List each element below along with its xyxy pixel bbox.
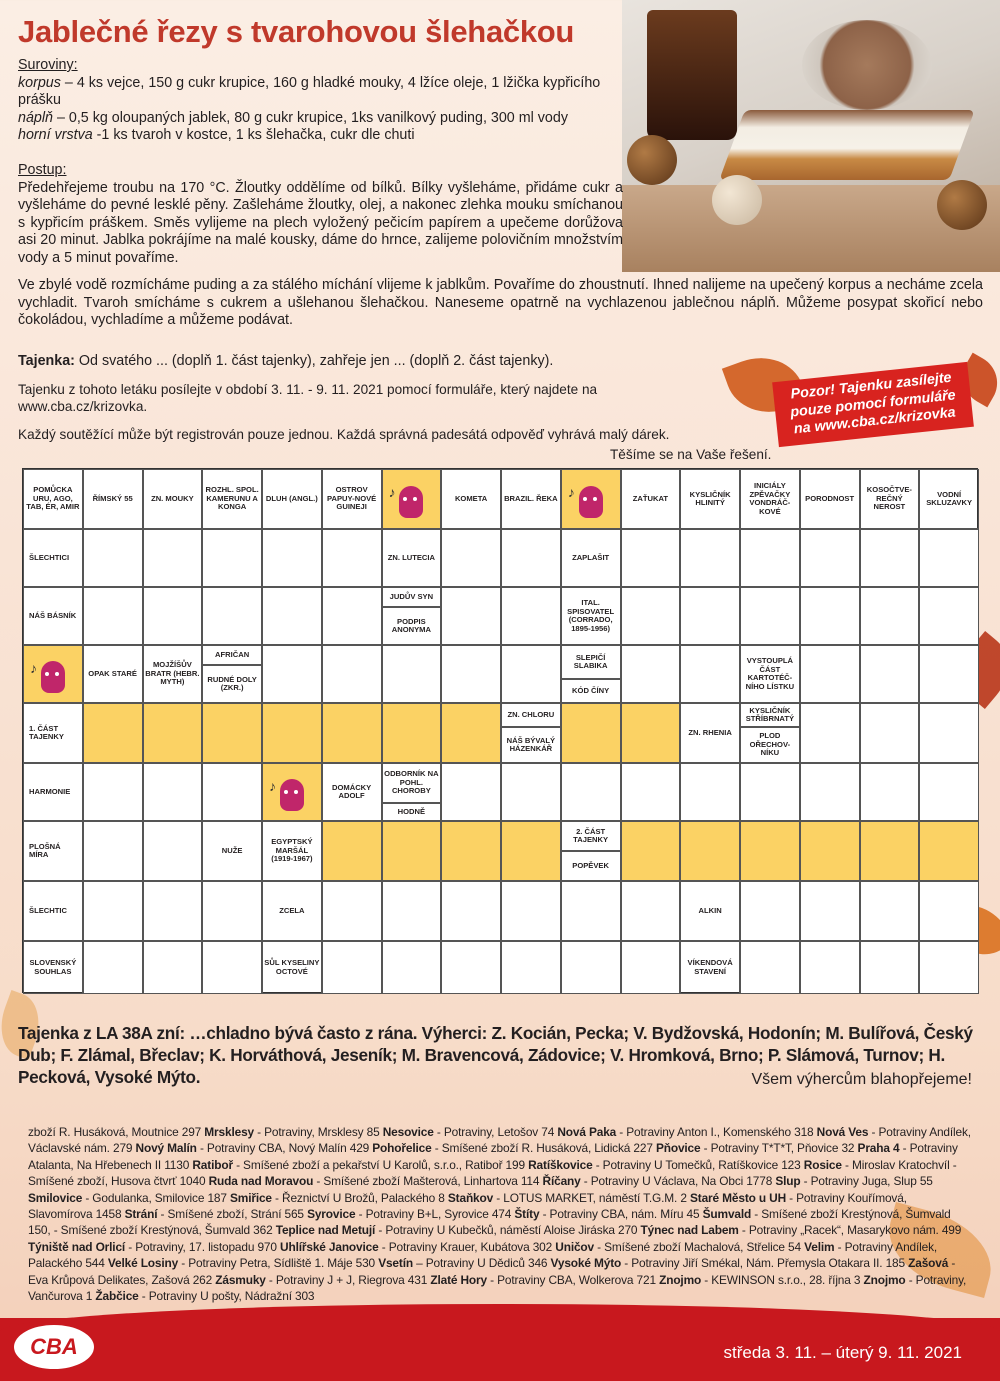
answer-cell[interactable] <box>501 763 561 821</box>
answer-cell[interactable] <box>800 645 860 703</box>
store-text: - Potraviny, Letošov 74 <box>433 1125 558 1139</box>
crossword-clue: DOMÁCKY ADOLF <box>322 763 382 821</box>
crossword-clue: DLUH (ANGL.) <box>262 469 322 529</box>
answer-cell[interactable] <box>740 881 800 941</box>
store-text: zboží R. Husáková, Moutnice 297 <box>28 1125 205 1139</box>
tajenka-instruction: Tajenka: Od svatého ... (doplň 1. část tajenky), zahřeje jen ... (doplň 2. část tajenky). <box>18 353 554 369</box>
tajenka-answer-cell[interactable] <box>800 821 860 881</box>
answer-cell[interactable] <box>561 763 621 821</box>
crossword-clue: SLOVENSKÝ SOUHLAS <box>23 941 83 994</box>
cba-logo: CBA <box>14 1325 94 1369</box>
store-text: - Potraviny J + J, Riegrova 431 <box>265 1272 431 1287</box>
answer-cell[interactable] <box>501 587 561 645</box>
store-town: Pňovice <box>655 1141 701 1156</box>
method-paragraph-2: Ve zbylé vodě rozmícháme puding a za stálého míchání vlijeme k jablkům. Povaříme do zhoustnutí. Ihned nalijeme na upečený korpus a necháme zcela vychladit. Tvaroh smícháme s cukrem a ušlehanou šlehačkou. Naneseme opatrně na vychlazenou jablečnou náplň. Můžeme posypat skořicí nebo čokoládou, vychladíme a můžeme podávat. <box>18 277 983 329</box>
crossword-clue: HARMONIE <box>23 763 83 821</box>
answer-cell[interactable] <box>441 587 501 645</box>
answer-cell[interactable] <box>322 529 382 587</box>
store-town: Smiřice <box>229 1190 272 1205</box>
store-town: Velim <box>804 1239 835 1254</box>
store-text: - Potraviny CBA, Wolkerova 721 <box>487 1272 660 1287</box>
answer-cell[interactable] <box>501 881 561 941</box>
answer-cell[interactable] <box>919 763 979 821</box>
answer-cell[interactable] <box>441 941 501 994</box>
owl-mascot-icon: ♪ <box>23 645 83 703</box>
answer-cell[interactable] <box>680 763 740 821</box>
crossword-clue: INICIÁLY ZPĚVAČKY VONDRÁČ-KOVÉ <box>740 469 800 529</box>
answer-cell[interactable] <box>800 703 860 763</box>
answer-cell[interactable] <box>382 941 442 994</box>
tajenka-answer-cell[interactable] <box>621 821 681 881</box>
store-town: Velké Losiny <box>107 1256 179 1271</box>
store-text: - Potraviny, Mrsklesy 85 <box>254 1125 383 1139</box>
answer-cell[interactable] <box>919 941 979 994</box>
answer-cell[interactable] <box>202 881 262 941</box>
answer-cell[interactable] <box>143 941 203 994</box>
answer-cell[interactable] <box>621 941 681 994</box>
tajenka-answer-cell[interactable] <box>441 703 501 763</box>
tajenka-answer-cell[interactable] <box>621 703 681 763</box>
answer-cell[interactable] <box>919 881 979 941</box>
tajenka-answer-cell[interactable] <box>382 703 442 763</box>
store-text: - Smíšené zboží R. Husáková, Lidická 227 <box>431 1141 656 1156</box>
answer-cell[interactable] <box>382 645 442 703</box>
store-text: - Potraviny B+L, Syrovice 474 <box>355 1207 515 1222</box>
answer-cell[interactable] <box>143 529 203 587</box>
tajenka-answer-cell[interactable] <box>860 821 920 881</box>
answer-cell[interactable] <box>919 703 979 763</box>
tajenka-answer-cell[interactable] <box>919 821 979 881</box>
store-text: - Potraviny Kouřímová, Slavomírova 1458 <box>28 1190 907 1222</box>
answer-cell[interactable] <box>800 941 860 994</box>
answer-cell[interactable] <box>800 763 860 821</box>
answer-cell[interactable] <box>322 881 382 941</box>
crossword-clue: VODNÍ SKLUZAVKY <box>919 469 979 529</box>
crossword-clue: HODNĚ <box>382 803 442 821</box>
tajenka-answer-cell[interactable] <box>740 821 800 881</box>
method-heading: Postup: <box>18 162 67 178</box>
store-town: Staré Město u UH <box>689 1190 787 1205</box>
crossword-clue: MOJŽÍŠŮV BRATR (HEBR. MYTH) <box>143 645 203 703</box>
store-town: Štíty <box>514 1207 540 1222</box>
answer-cell[interactable] <box>441 529 501 587</box>
answer-cell[interactable] <box>919 529 979 587</box>
store-text: - Eva Krůpová Delikates, Zašová 262 <box>28 1256 956 1287</box>
answer-cell[interactable] <box>322 587 382 645</box>
cake-photo <box>622 0 1000 272</box>
store-town: Žabčice <box>95 1289 139 1304</box>
answer-cell[interactable] <box>860 941 920 994</box>
crossword-clue: KYSLIČNÍK STŘÍBRNATÝ <box>740 703 800 727</box>
answer-cell[interactable] <box>382 881 442 941</box>
recipe-title: Jablečné řezy s tvarohovou šlehačkou <box>18 14 575 49</box>
validity-date: středa 3. 11. – úterý 9. 11. 2021 <box>723 1343 962 1362</box>
crossword-grid <box>22 468 978 993</box>
method <box>18 162 623 268</box>
crossword-clue: ZN. MOUKY <box>143 469 203 529</box>
answer-cell[interactable] <box>322 645 382 703</box>
store-town: Říčany <box>542 1174 581 1189</box>
answer-cell[interactable] <box>860 703 920 763</box>
store-town: Týnec nad Labem <box>640 1223 739 1238</box>
owl-mascot-icon: ♪ <box>382 469 442 529</box>
store-town: Vsetín <box>378 1256 413 1271</box>
tajenka-answer-cell[interactable] <box>202 703 262 763</box>
crossword-clue: AFRIČAN <box>202 645 262 665</box>
tajenka-answer-cell[interactable] <box>262 703 322 763</box>
store-text: - Potraviny Juga, Slup 55 <box>800 1174 933 1189</box>
answer-cell[interactable] <box>441 881 501 941</box>
answer-cell[interactable] <box>202 587 262 645</box>
store-text: - Potraviny Andílek, Palackého 544 <box>28 1239 938 1271</box>
crossword-clue: ZAŤUKAT <box>621 469 681 529</box>
store-text: – Potraviny U Dědiců 346 <box>412 1256 551 1271</box>
store-text: - Potraviny CBA, Nový Malín 429 <box>196 1141 373 1156</box>
answer-cell[interactable] <box>919 645 979 703</box>
store-town: Slup <box>775 1174 801 1189</box>
warning-stamp: Pozor! Tajenku zasílejte pouze pomocí formuláře na www.cba.cz/krizovka <box>772 362 974 447</box>
crossword-clue: BRAZIL. ŘEKA <box>501 469 561 529</box>
store-text: - Potraviny T*T*T, Pňovice 32 <box>700 1141 858 1156</box>
answer-cell[interactable] <box>740 529 800 587</box>
store-town: Zašová <box>908 1256 949 1271</box>
answer-cell[interactable] <box>860 645 920 703</box>
crossword-clue: ZN. LUTECIA <box>382 529 442 587</box>
tajenka-answer-cell[interactable] <box>322 821 382 881</box>
answer-cell[interactable] <box>143 821 203 881</box>
store-text: - Potraviny U pošty, Nádražní 303 <box>138 1289 315 1304</box>
store-text: - Smíšené zboží a pekařství U Karolů, s.r.o., Ratiboř 199 <box>232 1157 529 1172</box>
answer-cell[interactable] <box>501 941 561 994</box>
store-town: Znojmo <box>659 1272 702 1287</box>
ingredient-vrstva: horní vrstva -1 ks tvaroh v kostce, 1 ks šlehačka, cukr dle chuti <box>18 127 415 144</box>
crossword-clue: VYSTOUPLÁ ČÁST KARTOTÉČ-NÍHO LÍSTKU <box>740 645 800 703</box>
store-text: - Smíšené zboží Machalová, Střelice 54 <box>594 1239 805 1254</box>
store-text: - Potraviny Anton I., Komenského 318 <box>616 1125 817 1139</box>
store-town: Uhlířské Janovice <box>280 1239 379 1254</box>
store-town: Teplice nad Metují <box>275 1223 376 1238</box>
store-town: Ratiboř <box>192 1157 233 1172</box>
crossword-clue: ODBORNÍK NA POHL. CHOROBY <box>382 763 442 803</box>
store-town: Smilovice <box>28 1190 83 1205</box>
crossword-clue: ITAL. SPISOVATEL (CORRADO, 1895-1956) <box>561 587 621 645</box>
store-town: Pohořelice <box>372 1141 432 1156</box>
ingredient-napln: náplň – 0,5 kg oloupaných jablek, 80 g cukr krupice, 1ks vanilkový puding, 300 ml vody <box>18 109 568 126</box>
answer-cell[interactable] <box>800 587 860 645</box>
store-town: Zlaté Hory <box>430 1272 487 1287</box>
answer-cell[interactable] <box>202 763 262 821</box>
send-info: Tajenku z tohoto letáku posílejte v období 3. 11. - 9. 11. 2021 pomocí formuláře, který najdete na www.cba.cz/krizovka. <box>18 382 598 414</box>
answer-cell[interactable] <box>322 941 382 994</box>
crossword-clue: ZN. RHENIA <box>680 703 740 763</box>
answer-cell[interactable] <box>143 881 203 941</box>
store-town: Mrsklesy <box>204 1125 254 1139</box>
store-town: Znojmo <box>863 1272 906 1287</box>
answer-cell[interactable] <box>621 763 681 821</box>
answer-cell[interactable] <box>202 941 262 994</box>
store-text: - Smíšené zboží Mašterová, Linhartova 114 <box>313 1174 543 1189</box>
answer-cell[interactable] <box>83 529 143 587</box>
store-text: - KEWINSON s.r.o., 28. října 3 <box>701 1272 864 1287</box>
store-text: - Potraviny U Václava, Na Obci 1778 <box>580 1174 776 1189</box>
store-town: Staňkov <box>447 1190 494 1205</box>
crossword-clue: ŠLECHTIC <box>23 881 83 941</box>
answer-cell[interactable] <box>83 821 143 881</box>
store-town: Rosice <box>803 1157 842 1172</box>
crossword-clue: OPAK STARÉ <box>83 645 143 703</box>
answer-cell[interactable] <box>680 645 740 703</box>
crossword-clue: RUDNÉ DOLY (ZKR.) <box>202 665 262 703</box>
crossword-clue: ZCELA <box>262 881 322 941</box>
crossword-clue: NÁŠ BÝVALÝ HÁZENKÁŘ <box>501 727 561 763</box>
answer-cell[interactable] <box>262 587 322 645</box>
crossword-clue: NUŽE <box>202 821 262 881</box>
answer-cell[interactable] <box>561 941 621 994</box>
store-text: - Smíšené zboží Krestýnová, Šumvald 150, - Smíšené zboží Krestýnová, Šumvald 362 <box>28 1207 951 1238</box>
answer-cell[interactable] <box>740 941 800 994</box>
answer-cell[interactable] <box>262 645 322 703</box>
answer-cell[interactable] <box>501 645 561 703</box>
store-list <box>28 1124 974 1304</box>
store-text: - Potraviny CBA, nám. Míru 45 <box>539 1207 703 1222</box>
answer-cell[interactable] <box>83 881 143 941</box>
store-town: Nesovice <box>382 1125 434 1139</box>
crossword-clue: KÓD ČÍNY <box>561 679 621 703</box>
crossword-clue: JUDŮV SYN <box>382 587 442 607</box>
store-town: Syrovice <box>307 1207 356 1222</box>
crossword-clue: SLEPIČÍ SLABIKA <box>561 645 621 679</box>
crossword-clue: ŘÍMSKÝ 55 <box>83 469 143 529</box>
owl-mascot-icon: ♪ <box>561 469 621 529</box>
store-text: - Potraviny Krauer, Kubátova 302 <box>378 1239 556 1254</box>
answer-cell[interactable] <box>561 881 621 941</box>
answer-cell[interactable] <box>860 587 920 645</box>
store-text: - Řeznictví U Brožů, Palackého 8 <box>271 1190 448 1205</box>
tajenka-answer-cell[interactable] <box>322 703 382 763</box>
store-town: Šumvald <box>702 1207 752 1222</box>
tajenka-answer-cell[interactable] <box>680 821 740 881</box>
store-town: Týniště nad Orlicí <box>28 1239 126 1254</box>
tajenka-answer-cell[interactable] <box>501 821 561 881</box>
answer-cell[interactable] <box>83 587 143 645</box>
store-town: Zásmuky <box>215 1272 266 1287</box>
store-text: - Potraviny, Vančurova 1 <box>28 1272 967 1304</box>
rules: Každý soutěžící může být registrován pouze jednou. Každá správná padesátá odpověď vyhrává malý dárek. <box>18 427 670 442</box>
store-text: - Potraviny Andílek, Václavské nám. 279 <box>28 1125 971 1156</box>
crossword-clue: 2. ČÁST TAJENKY <box>561 821 621 851</box>
store-text: - Smíšené zboží, Strání 565 <box>157 1207 308 1222</box>
answer-cell[interactable] <box>143 763 203 821</box>
store-town: Ratíškovice <box>528 1157 593 1172</box>
store-town: Ruda nad Moravou <box>208 1174 314 1189</box>
answer-cell[interactable] <box>621 529 681 587</box>
looking-forward: Těšíme se na Vaše řešení. <box>610 447 772 462</box>
store-text: - Miroslav Kratochvíl - Smíšené zboží, Husova čtvrť 1040 <box>28 1157 957 1189</box>
answer-cell[interactable] <box>919 587 979 645</box>
crossword-clue: ZAPLAŠIT <box>561 529 621 587</box>
tajenka-answer-cell[interactable] <box>561 703 621 763</box>
method-paragraph-1: Předehřejeme troubu na 170 °C. Žloutky oddělíme od bílků. Bílky vyšleháme, přidáme cukr a vyšleháme do pevné lesklé pěny. Zašleháme žloutky, olej, a nakonec zlehka mouku smíchanou s kypřicím práškem. Směs vylijeme na plech vyložený pečicím papírem a upečeme dorůžova asi 20 minut. Jablka pokrájíme na malé kousky, dáme do hrnce, zalijeme polovičním množstvím vody a 5 minut povaříme. <box>18 179 623 266</box>
owl-mascot-icon: ♪ <box>262 763 322 821</box>
ingredient-korpus: korpus – 4 ks vejce, 150 g cukr krupice, 160 g hladké mouky, 4 lžíce oleje, 1 lžička kypřicího prášku <box>18 74 601 109</box>
answer-cell[interactable] <box>441 763 501 821</box>
answer-cell[interactable] <box>860 881 920 941</box>
crossword-clue: KOMETA <box>441 469 501 529</box>
crossword-clue: EGYPTSKÝ MARŠÁL (1919-1967) <box>262 821 322 881</box>
store-town: Nová Ves <box>816 1125 869 1139</box>
crossword-clue: VÍKENDOVÁ STAVENÍ <box>680 941 740 994</box>
crossword-clue: ALKIN <box>680 881 740 941</box>
store-text: - Potraviny U Kubečků, náměstí Aloise Jiráska 270 <box>375 1223 641 1238</box>
crossword-clue: 1. ČÁST TAJENKY <box>23 703 83 763</box>
answer-cell[interactable] <box>621 645 681 703</box>
store-text: - Potraviny Petra, Sídliště 1. Máje 530 <box>178 1256 379 1271</box>
store-town: Uničov <box>555 1239 595 1254</box>
store-text: - LOTUS MARKET, náměstí T.G.M. 2 <box>493 1190 690 1205</box>
tajenka-answer-cell[interactable] <box>382 821 442 881</box>
crossword-clue: OSTROV PAPUY-NOVÉ GUINEJI <box>322 469 382 529</box>
tajenka-answer-cell[interactable] <box>143 703 203 763</box>
crossword-clue: PORODNOST <box>800 469 860 529</box>
answer-cell[interactable] <box>860 763 920 821</box>
crossword-clue: ZN. CHLORU <box>501 703 561 727</box>
previous-results: Tajenka z LA 38A zní: …chladno bývá často z rána. Výherci: Z. Kocián, Pecka; V. Bydžovská, Hodonín; M. Bulířová, Český Dub; F. Zlámal, Břeclav; K. Horváthová, Jeseník; M. Bravencová, Zádovice; V. Hromková, Brno; P. Slámová, Turnov; H. Pecková, Vysoké Mýto. <box>18 1023 973 1087</box>
answer-cell[interactable] <box>143 587 203 645</box>
store-text: - Potraviny „Racek“, Masarykovo nám. 499 <box>738 1223 962 1238</box>
ingredients-heading: Suroviny: <box>18 57 78 73</box>
answer-cell[interactable] <box>501 529 561 587</box>
store-text: - Potraviny Atalanta, Na Hřebenech II 1130 <box>28 1141 958 1172</box>
answer-cell[interactable] <box>860 529 920 587</box>
crossword-clue: PLOŠNÁ MÍRA <box>23 821 83 881</box>
crossword-clue: KYSLIČNÍK HLINITÝ <box>680 469 740 529</box>
answer-cell[interactable] <box>680 587 740 645</box>
crossword-clue: PODPIS ANONYMA <box>382 607 442 645</box>
store-text: - Potraviny U Tomečků, Ratíškovice 123 <box>592 1157 804 1172</box>
answer-cell[interactable] <box>621 587 681 645</box>
answer-cell[interactable] <box>800 529 860 587</box>
answer-cell[interactable] <box>800 881 860 941</box>
answer-cell[interactable] <box>441 645 501 703</box>
store-town: Vysoké Mýto <box>550 1256 622 1271</box>
store-town: Nová Paka <box>557 1125 617 1139</box>
crossword-clue: PLOD OŘECHOV-NÍKU <box>740 727 800 763</box>
congrats-text: Všem výhercům blahopřejeme! <box>751 1071 972 1088</box>
store-town: Strání <box>124 1207 158 1222</box>
answer-cell[interactable] <box>740 587 800 645</box>
tajenka-answer-cell[interactable] <box>441 821 501 881</box>
answer-cell[interactable] <box>83 941 143 994</box>
answer-cell[interactable] <box>202 529 262 587</box>
crossword-clue: ŠLECHTICI <box>23 529 83 587</box>
crossword-clue: NÁŠ BÁSNÍK <box>23 587 83 645</box>
crossword-clue: POMŮCKA URU, AGO, TAB, ÉR, AMIR <box>23 469 83 529</box>
store-town: Nový Malín <box>135 1141 197 1156</box>
answer-cell[interactable] <box>262 529 322 587</box>
crossword-clue: SŮL KYSELINY OCTOVÉ <box>262 941 322 994</box>
crossword-clue: POPĚVEK <box>561 851 621 881</box>
answer-cell[interactable] <box>83 763 143 821</box>
answer-cell[interactable] <box>621 881 681 941</box>
crossword-clue: ROZHL. SPOL. KAMERUNU A KONGA <box>202 469 262 529</box>
tajenka-answer-cell[interactable] <box>83 703 143 763</box>
answer-cell[interactable] <box>740 763 800 821</box>
store-text: - Potraviny Jiří Smékal, Nám. Přemysla Otakara II. 185 <box>621 1256 909 1271</box>
store-town: Praha 4 <box>857 1141 900 1156</box>
store-text: - Godulanka, Smilovice 187 <box>82 1190 230 1205</box>
ingredients <box>18 57 623 145</box>
store-text: - Potraviny, 17. listopadu 970 <box>125 1239 281 1254</box>
crossword-clue: KOSOČTVE-REČNÝ NEROST <box>860 469 920 529</box>
answer-cell[interactable] <box>680 529 740 587</box>
